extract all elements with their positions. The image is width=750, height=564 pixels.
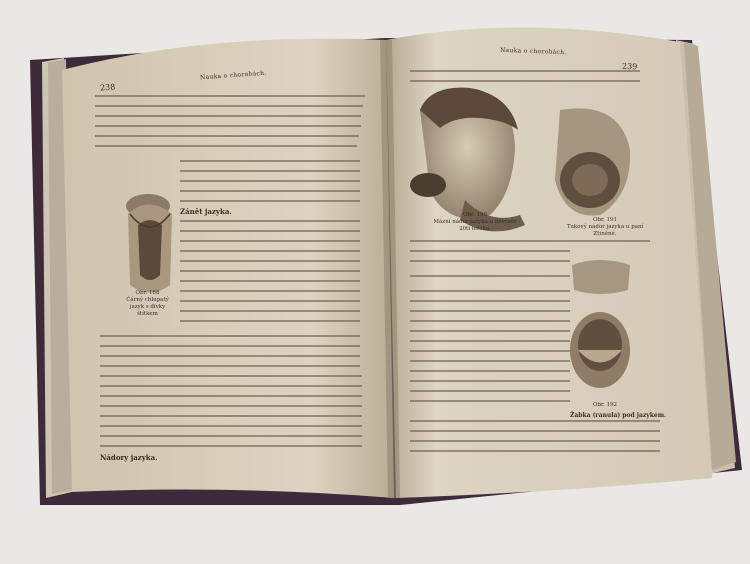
figure-190-caption: Obr. 190 Mázní nádor jazyka u děvčete 20ti letého.	[433, 212, 517, 232]
figure-191-caption: Obr. 191 Tukový nádor jazyka u paní Ztiněné.	[566, 217, 644, 237]
right-page-header: Nauka o chorobách.	[499, 46, 567, 57]
left-figure-caption: Obr. 188 Čárný chlupatý jazyk s divky štítkem	[126, 290, 169, 317]
tongue-illustration	[126, 194, 172, 293]
zabka-caption: Žabka (ranula) pod jazykem.	[570, 412, 667, 419]
left-page	[62, 39, 394, 498]
left-heading-zanet: Zánět jazyka.	[180, 207, 232, 216]
left-page-number: 238	[99, 82, 116, 93]
left-page-header: Nauka o chorobách.	[199, 69, 267, 82]
figure-192-caption: Obr. 192	[592, 402, 618, 408]
left-heading-nadory: Nádory jazyka.	[100, 453, 158, 462]
mouth-illustration	[570, 260, 630, 388]
right-page-number: 239	[621, 61, 638, 72]
